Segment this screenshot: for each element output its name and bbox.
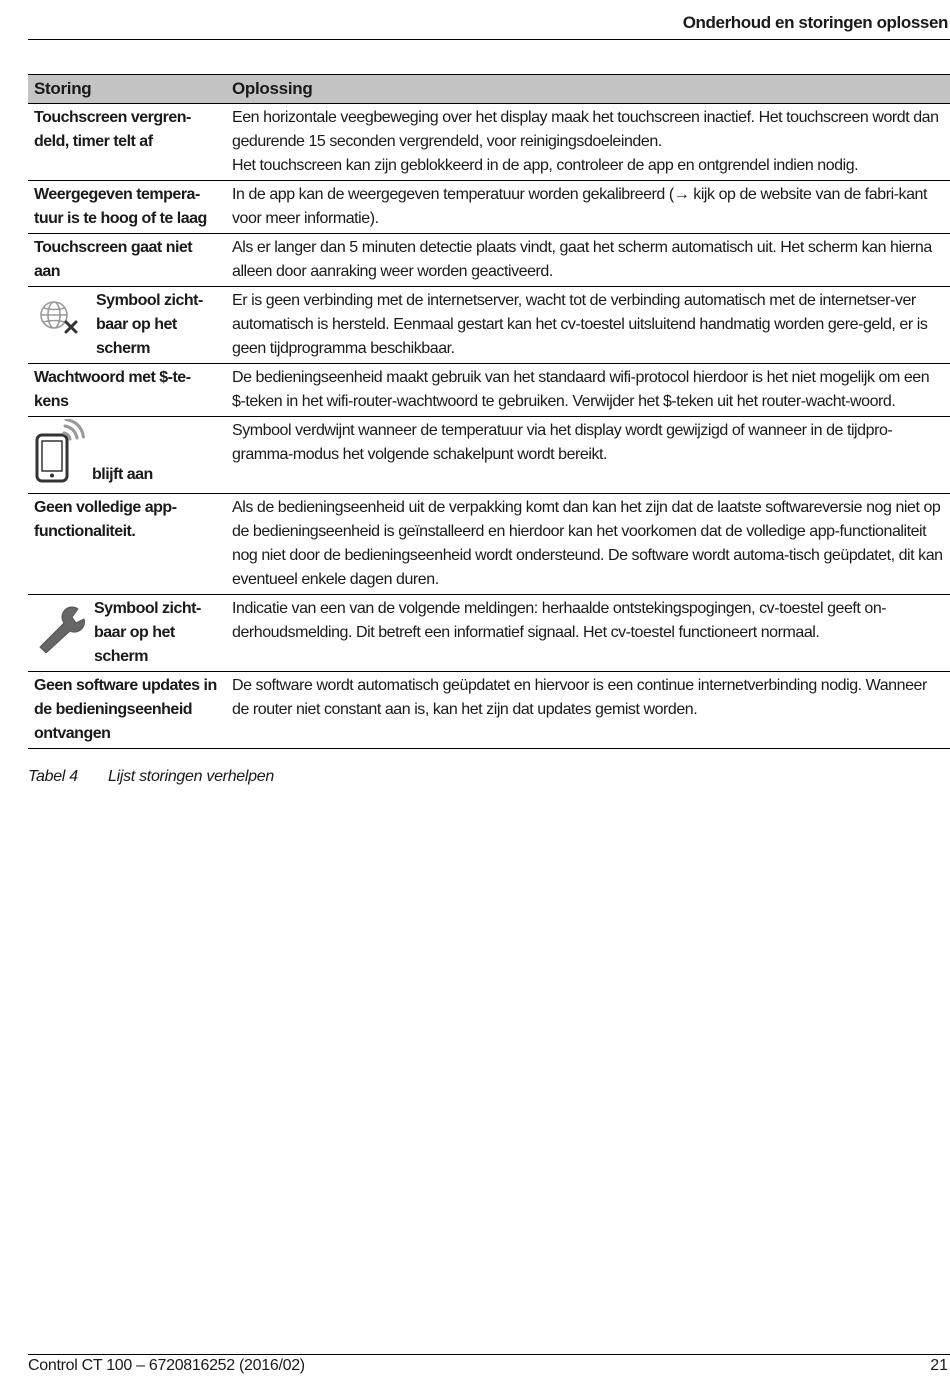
solution-text-2: Het touchscreen kan zijn geblokkeerd in de app, controleer de app en ontgrendel indien nodig. bbox=[232, 157, 859, 174]
solution-text: Indicatie van een van de volgende meldingen: herhaalde ontstekingspogingen, cv-toestel geeft on-derhoudsmelding. Dit betreft een informatief signaal. Het cv-toestel functioneert normaal. bbox=[226, 595, 950, 672]
solution-cell bbox=[226, 104, 950, 181]
solution-text: Als de bedieningseenheid uit de verpakking komt dan kan het zijn dat de laatste softwareversie nog niet op de bedieningseenheid is geïnstalleerd en hierdoor kan het voorkomen dat de volledige app-functionaliteit nog niet door de bedieningseenheid wordt ondersteund. De software wordt automa-tisch geüpdatet, dit kan eventueel enkele dagen duren. bbox=[226, 494, 950, 595]
solution-text: Als er langer dan 5 minuten detectie plaats vindt, gaat het scherm automatisch uit. Het scherm kan hierna alleen door aanraking weer worden geactiveerd. bbox=[226, 234, 950, 287]
fault-label-cell bbox=[28, 287, 226, 364]
page-number: 21 bbox=[930, 1357, 948, 1374]
solution-text: In de app kan de weergegeven temperatuur worden gekalibreerd (→ kijk op de website van de fabri-kant voor meer informatie). bbox=[226, 181, 950, 234]
table-row bbox=[28, 181, 950, 234]
page-header-title: Onderhoud en storingen oplossen bbox=[682, 13, 948, 32]
table-header-row bbox=[28, 75, 950, 104]
table-caption bbox=[28, 768, 274, 786]
caption-text: Lijst storingen verhelpen bbox=[108, 768, 274, 785]
footer-divider bbox=[28, 1354, 950, 1355]
solution-text: De software wordt automatisch geüpdatet en hiervoor is een continue internetverbinding nodig. Wanneer de router niet constant aan is, kan het zijn dat updates gemist worden. bbox=[226, 672, 950, 749]
column-header-storing: Storing bbox=[28, 75, 226, 104]
header-divider bbox=[28, 39, 950, 40]
table-row bbox=[28, 364, 950, 417]
fault-label: Wachtwoord met $-te-kens bbox=[28, 364, 226, 417]
fault-label: Geen volledige app-functionaliteit. bbox=[28, 494, 226, 595]
caption-number: Tabel 4 bbox=[28, 768, 78, 785]
table-row bbox=[28, 104, 950, 181]
solution-text: De bedieningseenheid maakt gebruik van het standaard wifi-protocol hierdoor is het niet mogelijk om een $-teken in het wifi-router-wachtwoord te gebruiken. Verwijder het $-teken uit het router-wacht-woord. bbox=[226, 364, 950, 417]
table-row bbox=[28, 595, 950, 672]
fault-label: Touchscreen gaat niet aan bbox=[28, 234, 226, 287]
table-row bbox=[28, 417, 950, 494]
wrench-icon bbox=[34, 597, 94, 661]
table-row bbox=[28, 287, 950, 364]
fault-label: Symbool zicht-baar op het scherm bbox=[94, 600, 201, 665]
phone-signal-icon bbox=[34, 419, 92, 491]
fault-table bbox=[28, 74, 950, 749]
column-header-oplossing: Oplossing bbox=[226, 75, 950, 104]
globe-no-connection-icon bbox=[34, 289, 96, 345]
solution-text: Er is geen verbinding met de internetserver, wacht tot de verbinding automatisch met de internetser-ver automatisch is hersteld. Eenmaal gestart kan het cv-toestel uitsluitend handmatig worden gere-geld, er is geen tijdprogramma beschikbaar. bbox=[226, 287, 950, 364]
solution-text: Symbool verdwijnt wanneer de temperatuur via het display wordt gewijzigd of wanneer in de tijdpro-gramma-modus het volgende schakelpunt wordt bereikt. bbox=[226, 417, 950, 494]
solution-text: Een horizontale veegbeweging over het display maak het touchscreen inactief. Het touchscreen wordt dan gedurende 15 seconden vergrendeld, voor reinigingsdoeleinden. bbox=[232, 109, 939, 150]
fault-label-cell bbox=[28, 417, 226, 494]
footer-document-id: Control CT 100 – 6720816252 (2016/02) bbox=[28, 1357, 305, 1374]
table-row bbox=[28, 494, 950, 595]
fault-label: blijft aan bbox=[92, 466, 153, 483]
fault-label-cell bbox=[28, 595, 226, 672]
fault-label: Weergegeven tempera-tuur is te hoog of te laag bbox=[28, 181, 226, 234]
fault-label: Geen software updates in de bedieningseenheid ontvangen bbox=[28, 672, 226, 749]
table-row bbox=[28, 234, 950, 287]
table-row bbox=[28, 672, 950, 749]
fault-label: Symbool zicht-baar op het scherm bbox=[96, 292, 203, 357]
fault-label: Touchscreen vergren-deld, timer telt af bbox=[28, 104, 226, 181]
